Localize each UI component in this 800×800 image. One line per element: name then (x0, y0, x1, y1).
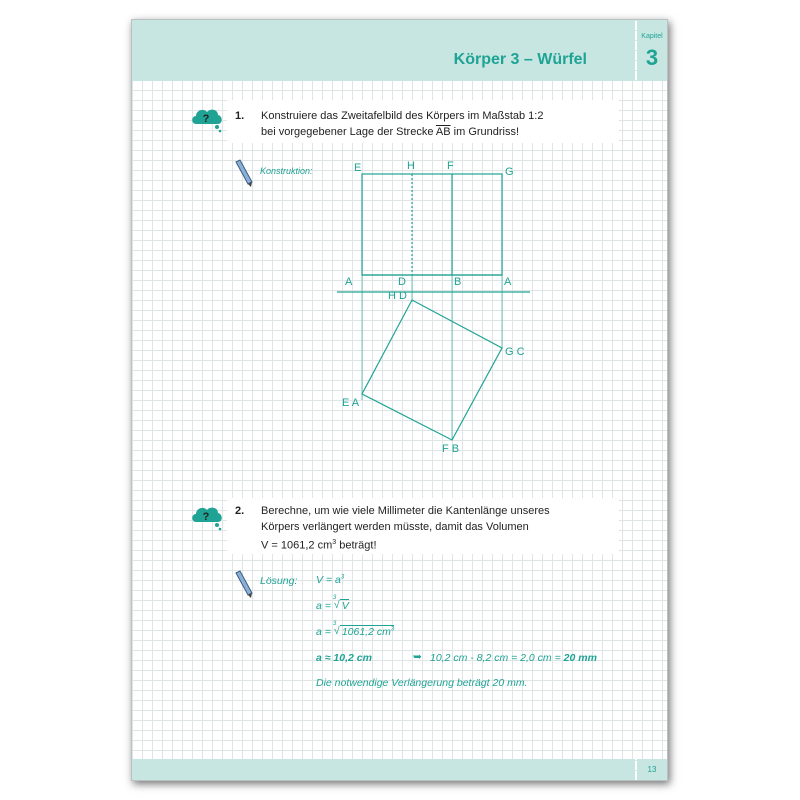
task2-text (261, 503, 550, 554)
solution-line3-text: a = (316, 626, 334, 638)
question-cloud-icon (190, 504, 224, 532)
task1-line1: Konstruiere das Zweitafelbild des Körpers im Maßstab 1:2 (261, 110, 544, 122)
chapter-number: 3 (645, 45, 659, 70)
task1-number: 1. (235, 110, 245, 122)
axis-label-a-left: A (345, 276, 353, 288)
task2-line1: Berechne, um wie viele Millimeter die Kantenlänge unseres (261, 505, 550, 517)
svg-text:?: ? (202, 511, 210, 523)
task2-line3-pre: V = 1061,2 cm (261, 539, 333, 552)
difference-text: 10,2 cm - 8,2 cm = 2,0 cm = (430, 652, 564, 664)
solution-line3 (316, 621, 395, 638)
result-a: a ≈ 10,2 cm (316, 652, 372, 664)
root-radicand-text: 1061,2 cm (341, 626, 391, 638)
construction-label: Konstruktion: (260, 166, 313, 176)
solution-line2-text: a = (316, 600, 334, 612)
arrow-icon: ➥ (413, 651, 422, 663)
root-radicand (340, 625, 394, 638)
footer-band (132, 759, 635, 780)
task1-line2-pre: bei vorgegebener Lage der Strecke (261, 126, 436, 138)
axis-label-d: D (398, 276, 406, 288)
page-title: Körper 3 – Würfel (453, 51, 587, 68)
front-view-rectangle (362, 174, 502, 275)
root-index: 3 (332, 621, 337, 627)
label-ea: E A (342, 397, 360, 409)
solution-line1-text: V = a (316, 574, 341, 586)
task2-line3 (261, 535, 550, 554)
solution-line1 (316, 574, 344, 586)
solution-line2 (316, 595, 349, 612)
chapter-label: Kapitel (641, 33, 663, 40)
segment-ab: $\overline{AB}$ (435, 126, 451, 138)
task2-line3-post: beträgt! (336, 539, 377, 552)
task2-number: 2. (235, 505, 245, 517)
solution-line1-sup: 3 (340, 574, 345, 581)
task2-line2: Körpers verlängert werden müsste, damit das Volumen (261, 521, 529, 533)
solution-label: Lösung: (260, 575, 298, 587)
root-radicand: V (341, 600, 349, 612)
top-view-square (362, 300, 502, 440)
difference-line (430, 652, 597, 664)
construction-drawing (132, 20, 667, 780)
label-g: G (505, 166, 514, 178)
label-f: F (447, 160, 454, 172)
worksheet-page (131, 19, 668, 781)
label-e: E (354, 162, 362, 174)
root-radicand-sup: 3 (390, 626, 395, 633)
pen-icon (233, 569, 255, 599)
axis-label-a-right: A (504, 276, 512, 288)
task2-line3-sup: 3 (332, 539, 337, 546)
difference-result: 20 mm (563, 652, 597, 664)
label-hd: H D (388, 290, 407, 302)
cube-root: 3 √ 1061,2 $cm^3$ (332, 621, 395, 638)
page-number: 13 (647, 765, 657, 774)
cube-root: 3 √ V (332, 595, 349, 612)
svg-text:?: ? (202, 113, 210, 125)
conclusion: Die notwendige Verlängerung beträgt 20 mm. (316, 677, 528, 689)
label-h: H (407, 160, 415, 172)
footer-box (637, 759, 667, 780)
label-gc: G C (505, 346, 525, 358)
root-index: 3 (332, 595, 337, 601)
task1-line2-post: im Grundriss! (450, 126, 520, 138)
axis-label-b: B (454, 276, 462, 288)
label-fb: F B (442, 443, 460, 455)
